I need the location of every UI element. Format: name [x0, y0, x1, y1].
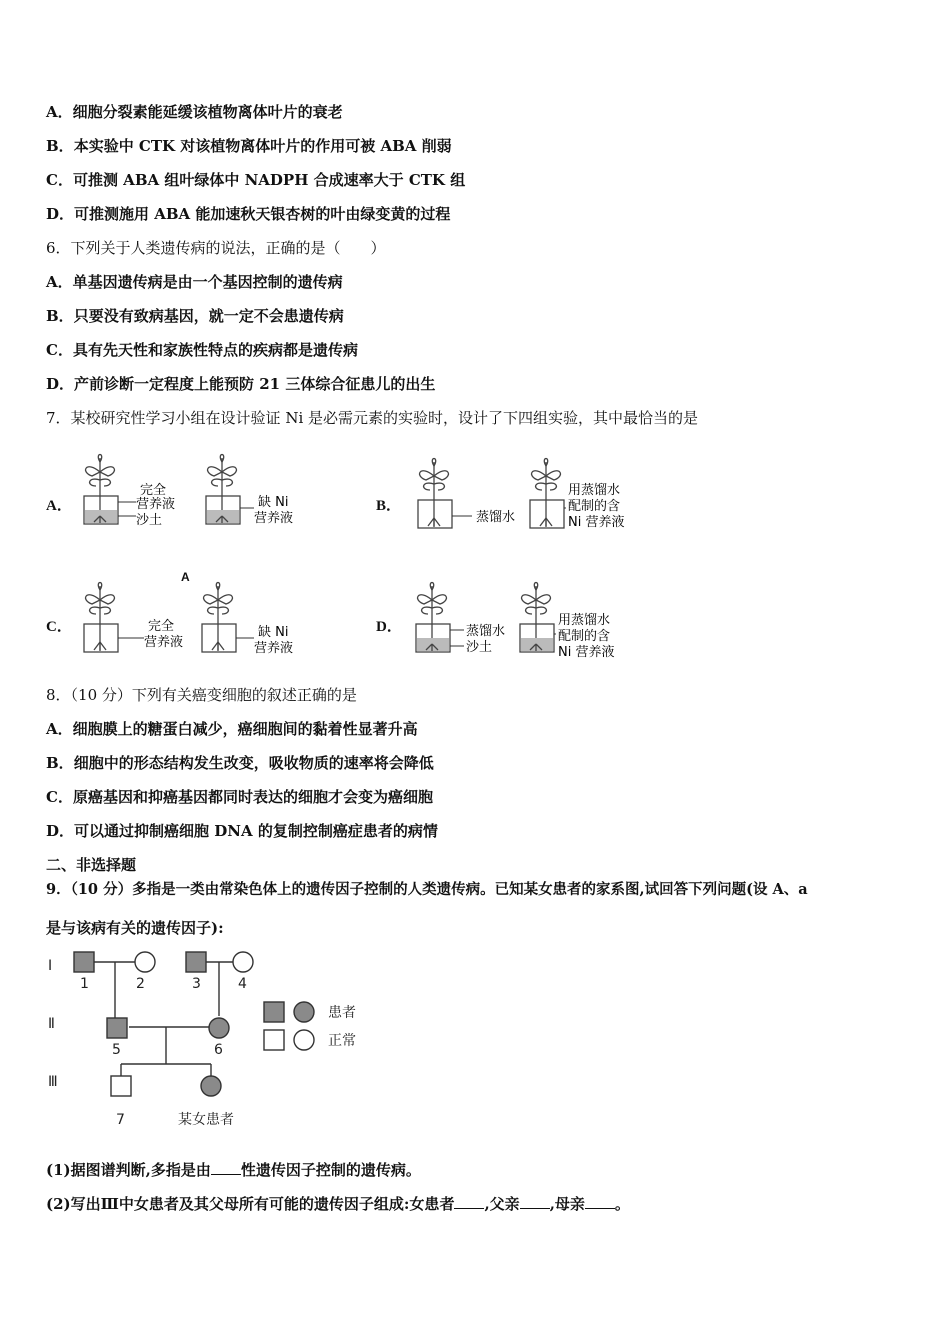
q9-sub2: (2)写出Ⅲ中女患者及其父母所有可能的遗传因子组成:女患者 ,父亲 ,母亲 。 [46, 1195, 630, 1213]
q9-stem-cont: 是与该病有关的遗传因子): [46, 919, 224, 937]
q5-option-c: C．可推测 ABA 组叶绿体中 NADPH 合成速率大于 CTK 组 [46, 171, 466, 189]
label-text: 营养液 [136, 497, 176, 512]
q7-stem: 7．某校研究性学习小组在设计验证 Ni 是必需元素的实验时，设计了下四组实验，其中最恰当的是 [46, 409, 699, 427]
legend-affected-male [264, 1002, 284, 1022]
affected-female-symbol [209, 1018, 229, 1038]
q8-option-d: D．可以通过抑制癌细胞 DNA 的复制控制癌症患者的病情 [46, 822, 438, 840]
q6-stem: 6．下列关于人类遗传病的说法，正确的是（ ） [46, 239, 386, 257]
q5-option-b: B．本实验中 CTK 对该植物离体叶片的作用可被 ABA 削弱 [46, 137, 452, 155]
plant-icon [530, 459, 564, 529]
answer-blank[interactable] [520, 1194, 550, 1209]
proband-label: 某女患者 [178, 1112, 234, 1128]
plant-icon [206, 455, 240, 525]
legend-patient-label: 患者 [328, 1005, 356, 1021]
q6-option-a: A．单基因遗传病是由一个基因控制的遗传病 [46, 273, 343, 291]
section-heading: 二、非选择题 [46, 856, 137, 874]
plant-icon [520, 583, 554, 653]
q6-option-b: B．只要没有致病基因，就一定不会患遗传病 [46, 307, 344, 325]
normal-female-symbol [135, 952, 155, 972]
q8-stem: 8．（10 分）下列有关癌变细胞的叙述正确的是 [46, 686, 357, 704]
affected-male-symbol [107, 1018, 127, 1038]
q6-option-c: C．具有先天性和家族性特点的疾病都是遗传病 [46, 341, 358, 359]
q7-option-c-figure [78, 578, 318, 660]
q7-option-d-label: D． [376, 619, 402, 635]
individual-number: 1 [80, 976, 89, 992]
label-text: 用蒸馏水 [558, 613, 611, 628]
legend-normal-female [294, 1030, 314, 1050]
plant-icon [202, 583, 236, 653]
q7-option-b-label: B． [376, 498, 402, 514]
affected-male-symbol [74, 952, 94, 972]
label-text: 完全 [140, 483, 167, 498]
answer-blank[interactable] [211, 1160, 241, 1175]
individual-number: 3 [192, 976, 201, 992]
label-text: 用蒸馏水 [568, 483, 621, 498]
label-text: 缺 Ni [258, 495, 289, 510]
q8-option-a: A．细胞膜上的糖蛋白减少，癌细胞间的黏着性显著升高 [46, 720, 418, 738]
q7-option-c-label: C． [46, 619, 72, 635]
label-text: 配制的含 [558, 629, 611, 644]
q8-option-b: B．细胞中的形态结构发生改变，吸收物质的速率将会降低 [46, 754, 434, 772]
individual-number: 5 [112, 1042, 121, 1058]
label-text: 蒸馏水 [466, 624, 506, 639]
individual-number: 6 [214, 1042, 223, 1058]
generation-label: Ⅰ [48, 958, 53, 974]
label-text: 沙土 [466, 640, 493, 655]
label-text: 缺 Ni [258, 625, 289, 640]
q7-option-b-figure [412, 454, 644, 536]
individual-number: 7 [116, 1112, 125, 1128]
label-text: 营养液 [254, 641, 294, 656]
plant-icon [418, 459, 452, 529]
label-text: Ni 营养液 [568, 515, 625, 530]
legend-affected-female [294, 1002, 314, 1022]
legend-normal-label: 正常 [328, 1033, 356, 1049]
q9-stem: 9．（10 分）多指是一类由常染色体上的遗传因子控制的人类遗传病。已知某女患者的家系图,试回答下列问题(设 A、a [46, 881, 808, 898]
q5-option-d: D．可推测施用 ABA 能加速秋天银杏树的叶由绿变黄的过程 [46, 205, 451, 223]
q5-option-a: A．细胞分裂素能延缓该植物离体叶片的衰老 [46, 103, 343, 121]
label-text: 蒸馏水 [476, 510, 516, 525]
q7-option-a-figure [78, 450, 318, 532]
legend-normal-male [264, 1030, 284, 1050]
label-text: 营养液 [144, 635, 184, 650]
answer-blank[interactable] [585, 1194, 615, 1209]
figure-stray-mark: A [181, 570, 190, 584]
plant-icon [84, 583, 118, 653]
label-text: 沙土 [136, 513, 163, 528]
affected-female-symbol [201, 1076, 221, 1096]
q6-option-d: D．产前诊断一定程度上能预防 21 三体综合征患儿的出生 [46, 375, 436, 393]
label-text: 营养液 [254, 511, 294, 526]
generation-label: Ⅲ [48, 1074, 58, 1090]
label-text: Ni 营养液 [558, 645, 615, 660]
individual-number: 2 [136, 976, 145, 992]
q7-option-a-label: A． [46, 498, 72, 514]
plant-icon [84, 455, 118, 525]
normal-female-symbol [233, 952, 253, 972]
q9-sub1: (1)据图谱判断,多指是由 性遗传因子控制的遗传病。 [46, 1161, 421, 1179]
answer-blank[interactable] [454, 1194, 484, 1209]
plant-icon [416, 583, 450, 653]
label-text: 配制的含 [568, 499, 621, 514]
q8-option-c: C．原癌基因和抑癌基因都同时表达的细胞才会变为癌细胞 [46, 788, 433, 806]
generation-label: Ⅱ [48, 1016, 55, 1032]
pedigree-chart [44, 946, 374, 1134]
affected-male-symbol [186, 952, 206, 972]
label-text: 完全 [148, 619, 175, 634]
q7-option-d-figure [410, 578, 642, 664]
normal-male-symbol [111, 1076, 131, 1096]
individual-number: 4 [238, 976, 247, 992]
